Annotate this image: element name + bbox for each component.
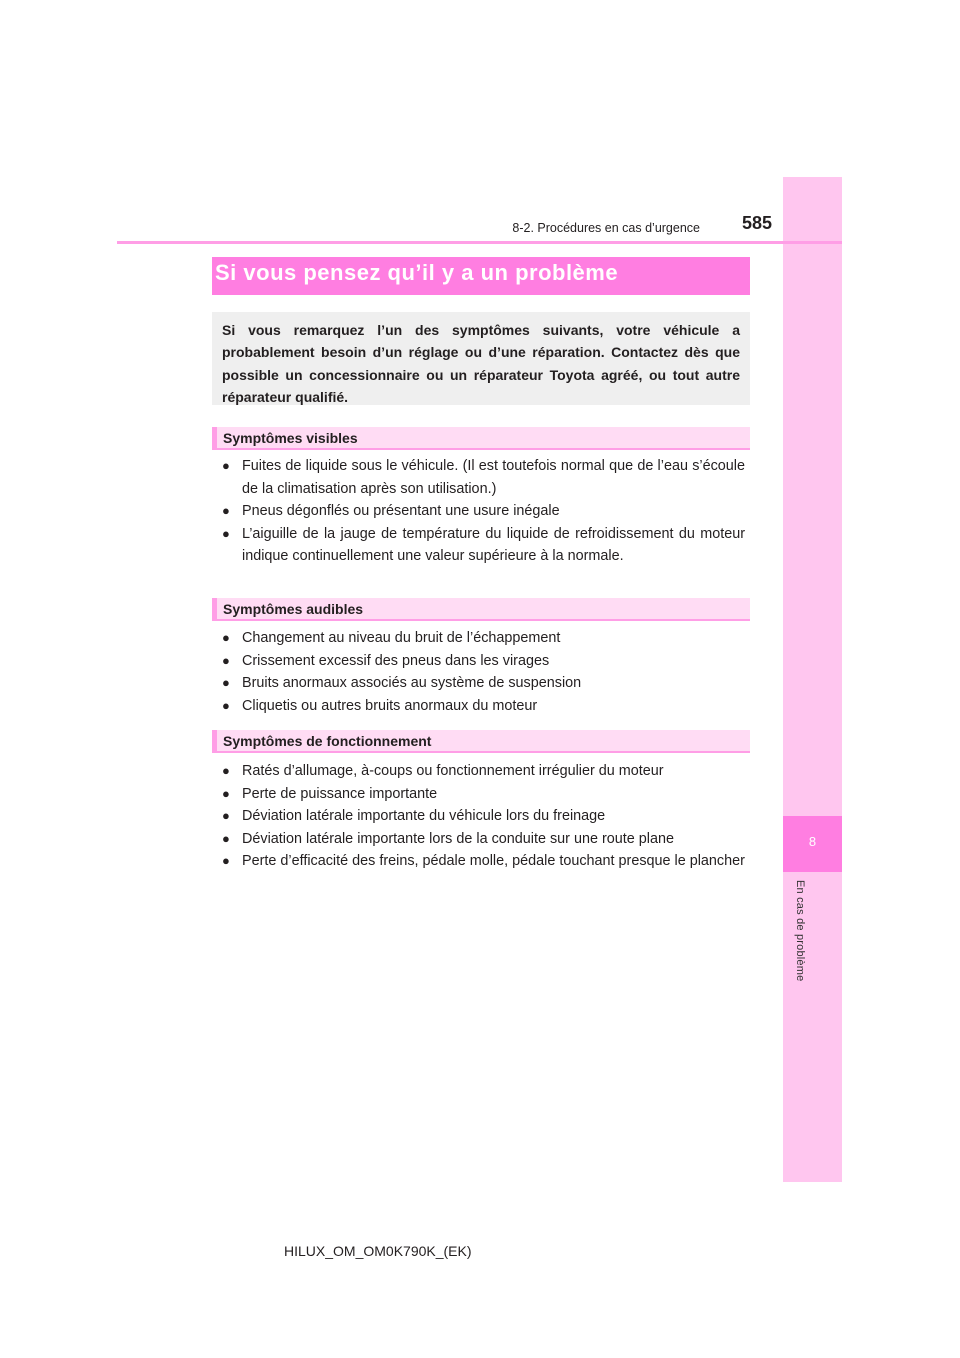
subheading-fonctionnement: Symptômes de fonctionnement [223, 733, 432, 749]
bullet-icon: ● [222, 675, 230, 690]
bullet-icon: ● [222, 458, 230, 473]
bullet-icon: ● [222, 853, 230, 868]
chapter-number: 8 [808, 834, 817, 849]
bullet-icon: ● [222, 652, 230, 668]
bullet-icon: ● [222, 830, 230, 846]
list-item [222, 805, 745, 828]
list-item-text: Crissement excessif des pneus dans les virages [242, 652, 550, 669]
header-rule [117, 241, 842, 244]
list-item-text: L’aiguille de la jauge de température du liquide de refroidissement du moteur indique continuellement une valeur supérieure à la normale. [242, 525, 745, 564]
list-audibles [222, 627, 745, 717]
chapter-label: En cas de problème [794, 880, 806, 982]
bullet-icon: ● [222, 697, 230, 713]
list-item [222, 850, 745, 873]
chapter-side-strip [783, 177, 842, 1182]
list-item [222, 627, 745, 650]
list-item-text: Ratés d’allumage, à-coups ou fonctionnement irrégulier du moteur [242, 763, 664, 779]
list-item [222, 828, 745, 851]
list-item-text: Déviation latérale importante du véhicule lors du freinage [242, 808, 606, 824]
bullet-icon: ● [222, 525, 230, 541]
list-item [222, 455, 745, 500]
list-item-text: Déviation latérale importante lors de la conduite sur une route plane [242, 830, 674, 847]
list-item-text: Fuites de liquide sous le véhicule. (Il est toutefois normal que de l’eau s’écoule de la climatisation après son utilisation.) [242, 458, 745, 497]
list-item [222, 695, 745, 718]
page-title: Si vous pensez qu’il y a un problème [215, 260, 619, 285]
list-item-text: Perte de puissance importante [242, 785, 438, 802]
list-item-text: Bruits anormaux associés au système de suspension [242, 675, 582, 691]
list-item [222, 500, 745, 523]
list-item [222, 672, 745, 695]
list-item-text: Pneus dégonflés ou présentant une usure inégale [242, 503, 560, 519]
list-item [222, 650, 745, 673]
bullet-icon: ● [222, 503, 230, 518]
list-item-text: Cliquetis ou autres bruits anormaux du moteur [242, 697, 538, 714]
intro-text: Si vous remarquez l’un des symptômes suivants, votre véhicule a probablement besoin d’un réglage ou d’une réparation. Contactez dès que possible un concessionnaire ou un réparateur Toyota agréé, ou tout autre réparateur qualifié. [222, 322, 740, 406]
list-visibles [222, 455, 745, 568]
document-code: HILUX_OM_OM0K790K_(EK) [284, 1243, 472, 1259]
subheading-audibles: Symptômes audibles [223, 601, 364, 617]
list-fonctionnement [222, 760, 745, 873]
page-number: 585 [742, 213, 773, 233]
subheading-visibles: Symptômes visibles [223, 430, 358, 446]
list-item [222, 760, 745, 783]
bullet-icon: ● [222, 763, 230, 778]
bullet-icon: ● [222, 630, 230, 645]
list-item [222, 783, 745, 806]
list-item-text: Changement au niveau du bruit de l’échappement [242, 630, 561, 646]
bullet-icon: ● [222, 808, 230, 823]
bullet-icon: ● [222, 785, 230, 801]
list-item [222, 523, 745, 568]
list-item-text: Perte d’efficacité des freins, pédale molle, pédale touchant presque le plancher [242, 853, 745, 869]
section-label: 8-2. Procédures en cas d’urgence [512, 221, 700, 235]
